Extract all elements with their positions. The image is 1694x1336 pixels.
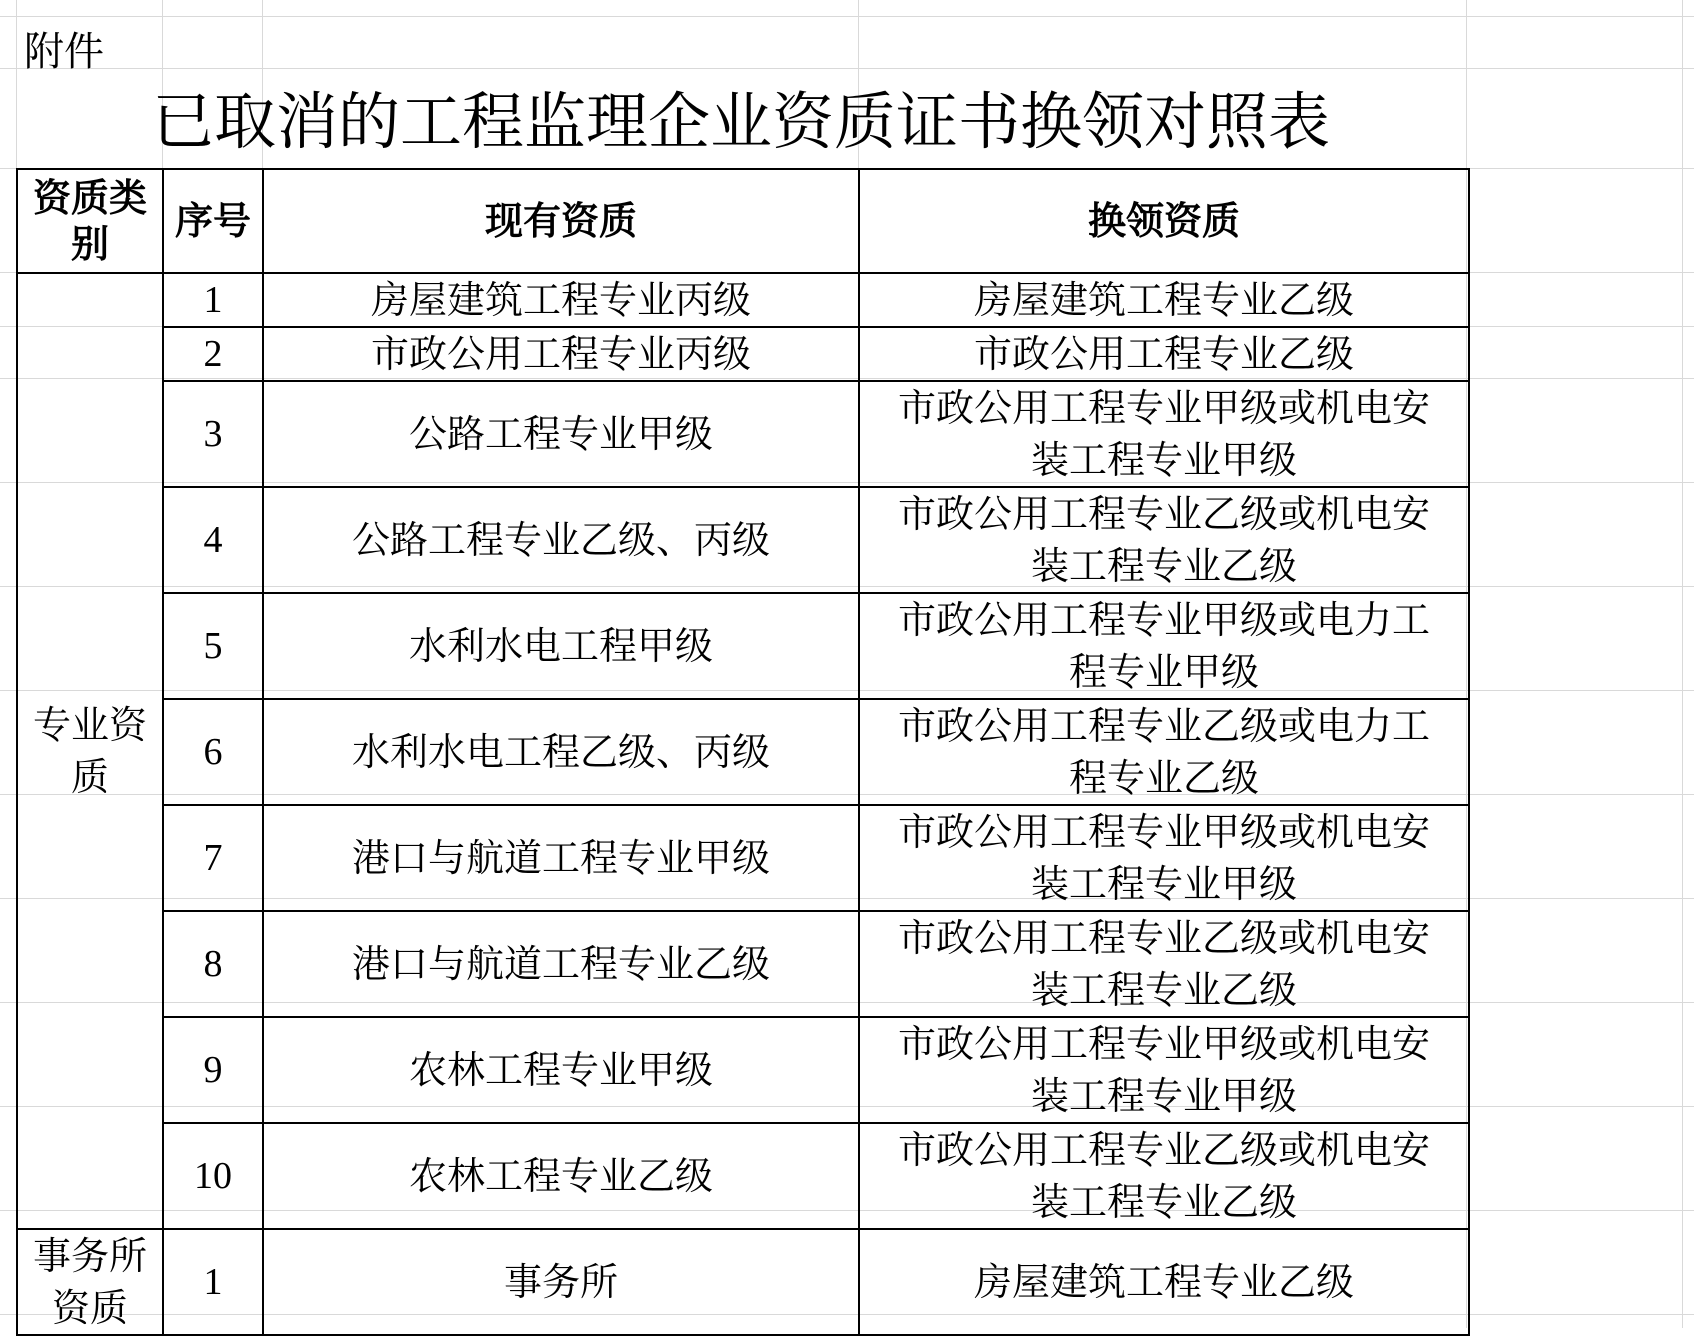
index-cell: 9 <box>163 1017 263 1123</box>
table-row <box>17 381 1469 487</box>
index-cell: 2 <box>163 327 263 381</box>
exchange-cell: 市政公用工程专业乙级 <box>859 327 1469 381</box>
exchange-cell: 市政公用工程专业甲级或机电安装工程专业甲级 <box>859 381 1469 487</box>
page-title: 已取消的工程监理企业资质证书换领对照表 <box>151 85 1330 158</box>
current-cell: 市政公用工程专业丙级 <box>263 327 859 381</box>
index-cell: 8 <box>163 911 263 1017</box>
current-cell: 港口与航道工程专业乙级 <box>263 911 859 1017</box>
current-cell: 水利水电工程乙级、丙级 <box>263 699 859 805</box>
table-row <box>17 327 1469 381</box>
exchange-cell: 市政公用工程专业甲级或电力工程专业甲级 <box>859 593 1469 699</box>
category-cell: 专业资质 <box>17 273 163 1229</box>
exchange-cell: 市政公用工程专业乙级或机电安装工程专业乙级 <box>859 1123 1469 1229</box>
table-row <box>17 1017 1469 1123</box>
exchange-cell: 房屋建筑工程专业乙级 <box>859 273 1469 327</box>
table-row <box>17 805 1469 911</box>
exchange-cell: 市政公用工程专业乙级或电力工程专业乙级 <box>859 699 1469 805</box>
table-row <box>17 593 1469 699</box>
index-cell: 4 <box>163 487 263 593</box>
table-row <box>17 1123 1469 1229</box>
header-current: 现有资质 <box>263 169 859 273</box>
header-category: 资质类别 <box>17 169 163 273</box>
comparison-table <box>16 168 1470 1336</box>
exchange-cell: 房屋建筑工程专业乙级 <box>859 1229 1469 1335</box>
table-row <box>17 911 1469 1017</box>
table-row <box>17 1229 1469 1335</box>
index-cell: 1 <box>163 1229 263 1335</box>
current-cell: 事务所 <box>263 1229 859 1335</box>
exchange-cell: 市政公用工程专业甲级或机电安装工程专业甲级 <box>859 805 1469 911</box>
current-cell: 房屋建筑工程专业丙级 <box>263 273 859 327</box>
current-cell: 公路工程专业甲级 <box>263 381 859 487</box>
current-cell: 港口与航道工程专业甲级 <box>263 805 859 911</box>
index-cell: 3 <box>163 381 263 487</box>
index-cell: 7 <box>163 805 263 911</box>
index-cell: 6 <box>163 699 263 805</box>
attachment-label: 附件 <box>24 29 104 75</box>
table-row <box>17 487 1469 593</box>
index-cell: 10 <box>163 1123 263 1229</box>
exchange-cell: 市政公用工程专业乙级或机电安装工程专业乙级 <box>859 487 1469 593</box>
header-row <box>17 169 1469 273</box>
current-cell: 水利水电工程甲级 <box>263 593 859 699</box>
table-row <box>17 699 1469 805</box>
header-index: 序号 <box>163 169 263 273</box>
index-cell: 5 <box>163 593 263 699</box>
current-cell: 农林工程专业乙级 <box>263 1123 859 1229</box>
header-exchange: 换领资质 <box>859 169 1469 273</box>
current-cell: 公路工程专业乙级、丙级 <box>263 487 859 593</box>
index-cell: 1 <box>163 273 263 327</box>
current-cell: 农林工程专业甲级 <box>263 1017 859 1123</box>
exchange-cell: 市政公用工程专业乙级或机电安装工程专业乙级 <box>859 911 1469 1017</box>
category-cell: 事务所资质 <box>17 1229 163 1335</box>
table-row <box>17 273 1469 327</box>
exchange-cell: 市政公用工程专业甲级或机电安装工程专业甲级 <box>859 1017 1469 1123</box>
